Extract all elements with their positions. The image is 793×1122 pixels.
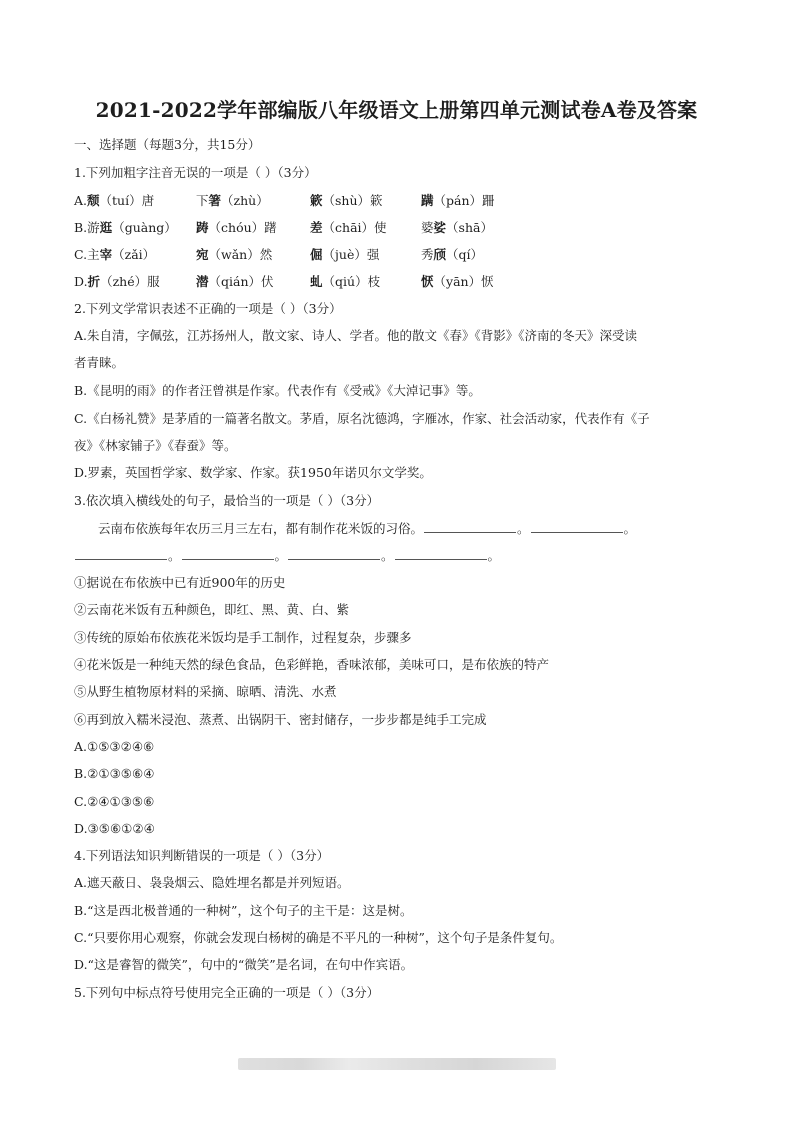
section-heading: 一、选择题（每题3分，共15分） [74, 137, 261, 152]
answer-blank [75, 547, 167, 560]
question-3-option-b: B.②①③⑤⑥④ [74, 766, 155, 781]
sentence-item: ⑥再到放入糯米浸泡、蒸煮、出锅阴干、密封储存，一步步都是纯手工完成 [74, 712, 487, 727]
q1-choice-item [421, 192, 495, 210]
question-2-option-a-cont: 者青睐。 [74, 355, 125, 370]
passage-text: 云南布依族每年农历三月三左右，都有制作花米饭的习俗。 [98, 521, 424, 536]
question-3-option-d: D.③⑤⑥①②④ [74, 821, 155, 836]
q1-choice-item [310, 273, 380, 291]
q1-choice-suffix: （zǎi） [112, 247, 156, 262]
question-2-stem: 2.下列文学常识表述不正确的一项是（ ）（3分） [74, 301, 342, 316]
q1-choice-suffix: （zhé）服 [100, 274, 160, 289]
q1-choice-suffix: （zhù） [221, 193, 269, 208]
q1-bold-char: 颓 [87, 193, 100, 208]
q1-bold-char: 宛 [196, 247, 209, 262]
question-4-stem: 4.下列语法知识判断错误的一项是（ ）（3分） [74, 848, 330, 863]
q1-choice-item [421, 246, 483, 264]
q1-choice-item [74, 192, 154, 210]
question-3-passage [98, 520, 636, 538]
sentence-item: ②云南花米饭有五种颜色，即红、黑、黄、白、紫 [74, 602, 350, 617]
q1-choice-item [196, 246, 272, 264]
question-2-option-d: D.罗素，英国哲学家、数学家、作家。获1950年诺贝尔文学奖。 [74, 465, 432, 480]
q1-choice-suffix: （tuí）唐 [99, 193, 155, 208]
question-3-stem: 3.依次填入横线处的句子，最恰当的一项是（ ）（3分） [74, 493, 380, 508]
sentence-item: ①据说在布依族中已有近900年的历史 [74, 575, 286, 590]
q1-bold-char: 虬 [310, 274, 323, 289]
blank-period: 。 [517, 521, 530, 536]
q1-bold-char: 踌 [196, 220, 209, 235]
q1-choice-prefix: C.主 [74, 247, 100, 262]
q1-choice-prefix: A. [74, 193, 88, 208]
question-3-option-a: A.①⑤③②④⑥ [74, 739, 155, 754]
q1-choice-item [74, 246, 155, 264]
blank-period: 。 [487, 548, 501, 563]
q1-choice-prefix: B.游 [74, 220, 100, 235]
answer-blank [288, 547, 380, 560]
question-3-blanks [74, 547, 500, 565]
q1-bold-char: 逛 [99, 220, 113, 235]
q1-bold-char: 娑 [433, 220, 447, 235]
question-2-option-b: B.《昆明的雨》的作者汪曾祺是作家。代表作有《受戒》《大淖记事》等。 [74, 383, 481, 398]
q1-choice-prefix: 婆 [421, 220, 434, 235]
q1-choice-suffix: （guàng） [112, 220, 177, 235]
q1-bold-char: 恹 [421, 274, 434, 289]
q1-bold-char: 倔 [310, 247, 323, 262]
q1-choice-item [196, 219, 277, 237]
q1-choice-item [196, 273, 274, 291]
q1-bold-char: 簌 [310, 193, 323, 208]
q1-bold-char: 宰 [99, 247, 113, 262]
q1-choice-suffix: （juè）强 [322, 247, 380, 262]
q1-choice-item [196, 192, 269, 210]
answer-blank [424, 520, 516, 533]
q1-choice-item [421, 273, 494, 291]
question-2-option-c: C.《白杨礼赞》是茅盾的一篇著名散文。茅盾，原名沈德鸿，字雁冰，作家、社会活动家，代表作有《子 [74, 411, 650, 426]
question-5-stem: 5.下列句中标点符号使用完全正确的一项是（ ）（3分） [74, 985, 380, 1000]
question-4-option-b: B.“这是西北极普通的一种树”，这个句子的主干是：这是树。 [74, 903, 413, 918]
q1-choice-item [74, 273, 160, 291]
blank-period: 。 [381, 548, 394, 563]
q1-choice-suffix: （shā） [446, 220, 493, 235]
q1-bold-char: 颀 [433, 247, 447, 262]
q1-choice-item [310, 246, 379, 264]
q1-bold-char: 潜 [196, 274, 209, 289]
q1-choice-item [421, 219, 493, 237]
q1-choice-item [310, 192, 383, 210]
sentence-item: ④花米饭是一种纯天然的绿色食品，色彩鲜艳，香味浓郁，美味可口，是布依族的特产 [74, 657, 550, 672]
q1-choice-suffix: （wǎn）然 [208, 247, 273, 262]
q1-choice-item [310, 219, 387, 237]
question-4-option-d: D.“这是睿智的微笑”，句中的“微笑”是名词，在句中作宾语。 [74, 957, 414, 972]
q1-choice-prefix: 下 [196, 193, 209, 208]
question-4-option-c: C.“只要你用心观察，你就会发现白杨树的确是不平凡的一种树”，这个句子是条件复句。 [74, 930, 563, 945]
q1-bold-char: 箸 [208, 193, 222, 208]
q1-choice-suffix: （chāi）使 [322, 220, 387, 235]
q1-choice-suffix: （pán）跚 [433, 193, 495, 208]
sentence-item: ⑤从野生植物原材料的采摘、晾晒、清洗、水煮 [74, 684, 337, 699]
question-2-option-c-cont: 夜》《林家铺子》《春蚕》等。 [74, 438, 237, 453]
q1-choice-suffix: （chóu）躇 [208, 220, 277, 235]
q1-bold-char: 折 [87, 274, 101, 289]
answer-blank [182, 547, 274, 560]
q1-choice-suffix: （shù）簌 [322, 193, 383, 208]
blank-period: 。 [168, 548, 181, 563]
sentence-item: ③传统的原始布依族花米饭均是手工制作，过程复杂，步骤多 [74, 630, 412, 645]
q1-choice-prefix: D. [74, 274, 88, 289]
question-3-option-c: C.②④①③⑤⑥ [74, 794, 155, 809]
question-2-option-a: A.朱自清，字佩弦，江苏扬州人，散文家、诗人、学者。他的散文《春》《背影》《济南的冬天》深受读 [74, 328, 638, 343]
q1-choice-suffix: （qiú）枝 [322, 274, 381, 289]
blank-period: 。 [623, 521, 637, 536]
blank-period: 。 [274, 548, 288, 563]
question-1-stem: 1.下列加粗字注音无误的一项是（ ）（3分） [74, 165, 317, 180]
blurred-footer-watermark [238, 1058, 556, 1070]
answer-blank [531, 520, 623, 533]
q1-bold-char: 蹒 [421, 193, 434, 208]
q1-choice-prefix: 秀 [421, 247, 434, 262]
page-title: 2021-2022学年部编版八年级语文上册第四单元测试卷A卷及答案 [95, 98, 698, 122]
answer-blank [395, 547, 487, 560]
q1-choice-suffix: （yān）恹 [433, 274, 494, 289]
q1-choice-suffix: （qí） [446, 247, 484, 262]
q1-choice-suffix: （qián）伏 [208, 274, 274, 289]
question-4-option-a: A.遮天蔽日、袅袅烟云、隐姓埋名都是并列短语。 [74, 875, 350, 890]
q1-choice-item [74, 219, 177, 237]
q1-bold-char: 差 [310, 220, 323, 235]
